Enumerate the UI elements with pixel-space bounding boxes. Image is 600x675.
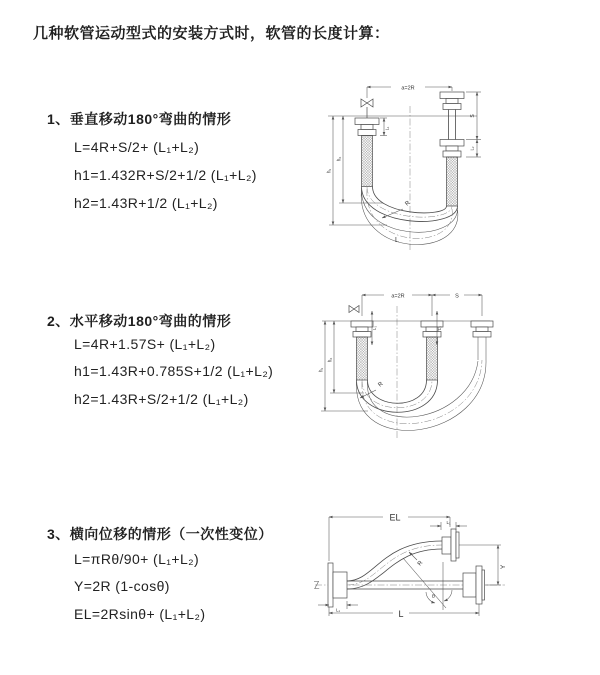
braided-hose xyxy=(362,136,373,187)
dim-label-l1: L₁ xyxy=(384,126,390,131)
dim-label-h2: h₂ xyxy=(327,357,334,363)
formula-line: L=πRθ/90+ (L₁+L₂) xyxy=(74,551,200,567)
dim-label-l: L xyxy=(398,609,404,619)
dim-h2 xyxy=(337,116,384,203)
section-2-heading: 2、水平移动180°弯曲的情形 xyxy=(47,313,232,329)
left-fitting xyxy=(351,321,373,380)
dim-label-l-total: L xyxy=(395,237,399,244)
braided-hose xyxy=(357,337,368,380)
dim-label-l1-bottom: L₁ xyxy=(335,607,341,613)
diagram-horizontal-180-bend xyxy=(318,288,498,443)
dim-span xyxy=(367,86,452,99)
dim-label-l1: L₁ xyxy=(372,326,377,330)
dim-label-r: R xyxy=(377,381,385,389)
dim-span xyxy=(362,294,482,317)
hose-bend xyxy=(361,187,458,245)
dim-label-h2: h₂ xyxy=(336,156,343,162)
formula-line: h1=1.432R+S/2+1/2 (L₁+L₂) xyxy=(74,167,257,183)
dim-label-r: R xyxy=(416,560,425,568)
formula-line: h2=1.43R+S/2+1/2 (L₁+L₂) xyxy=(74,391,249,407)
right-fitting xyxy=(471,321,493,360)
dim-label-span: a=2R xyxy=(391,293,405,300)
formula-line: EL=2Rsinθ+ (L₁+L₂) xyxy=(74,606,206,622)
hose-bend-moved xyxy=(356,360,486,430)
dim-label-theta: θ xyxy=(432,594,435,600)
dim-label-r: R xyxy=(404,200,412,208)
braided-hose xyxy=(427,337,438,380)
left-fitting xyxy=(355,118,379,187)
dim-label-l1-top: L₁ xyxy=(446,520,451,525)
upper-right-flange xyxy=(442,529,459,561)
dim-s-l2 xyxy=(466,92,481,157)
dim-label-s: S xyxy=(455,293,459,300)
hose-displaced xyxy=(347,541,442,589)
section-3-heading: 3、横向位移的情形（一次性变位） xyxy=(47,526,273,542)
dim-l1 xyxy=(372,311,377,345)
formula-line: L=4R+S/2+ (L₁+L₂) xyxy=(74,139,200,155)
dim-label-span: a=2R xyxy=(401,85,415,92)
formula-line: h1=1.43R+0.785S+1/2 (L₁+L₂) xyxy=(74,363,274,379)
dim-l1-bottom xyxy=(318,601,358,613)
dim-l xyxy=(329,604,479,619)
angle-theta xyxy=(403,558,452,610)
radius-callout xyxy=(409,552,425,567)
dim-l1-top xyxy=(430,520,467,530)
dim-label-h1: h₁ xyxy=(326,168,333,174)
formula-line: Y=2R (1-cosθ) xyxy=(74,578,170,594)
dim-label-l2: L₂ xyxy=(437,326,442,330)
left-flange xyxy=(328,563,347,607)
section-1-heading: 1、垂直移动180°弯曲的情形 xyxy=(47,111,232,127)
document-title: 几种软管运动型式的安装方式时，软管的长度计算： xyxy=(33,25,390,42)
dim-label-y: Y xyxy=(500,564,507,570)
dim-h1 xyxy=(327,116,388,225)
diagram-lateral-displacement xyxy=(313,510,513,630)
dim-l1 xyxy=(380,118,390,136)
dim-label-s: S xyxy=(470,114,476,118)
valve-icon xyxy=(349,306,359,313)
formula-line: h2=1.43R+1/2 (L₁+L₂) xyxy=(74,195,218,211)
braided-hose xyxy=(447,157,458,206)
valve-icon xyxy=(361,99,373,118)
lower-right-flange xyxy=(463,566,485,604)
diagram-vertical-180-bend xyxy=(325,76,493,256)
dim-el xyxy=(329,513,450,562)
formula-line: L=4R+1.57S+ (L₁+L₂) xyxy=(74,336,216,352)
right-fitting xyxy=(440,92,464,206)
dim-label-el: EL xyxy=(389,512,401,523)
dim-label-l2: L₂ xyxy=(469,146,475,151)
dim-label-h1: h₁ xyxy=(318,367,325,373)
